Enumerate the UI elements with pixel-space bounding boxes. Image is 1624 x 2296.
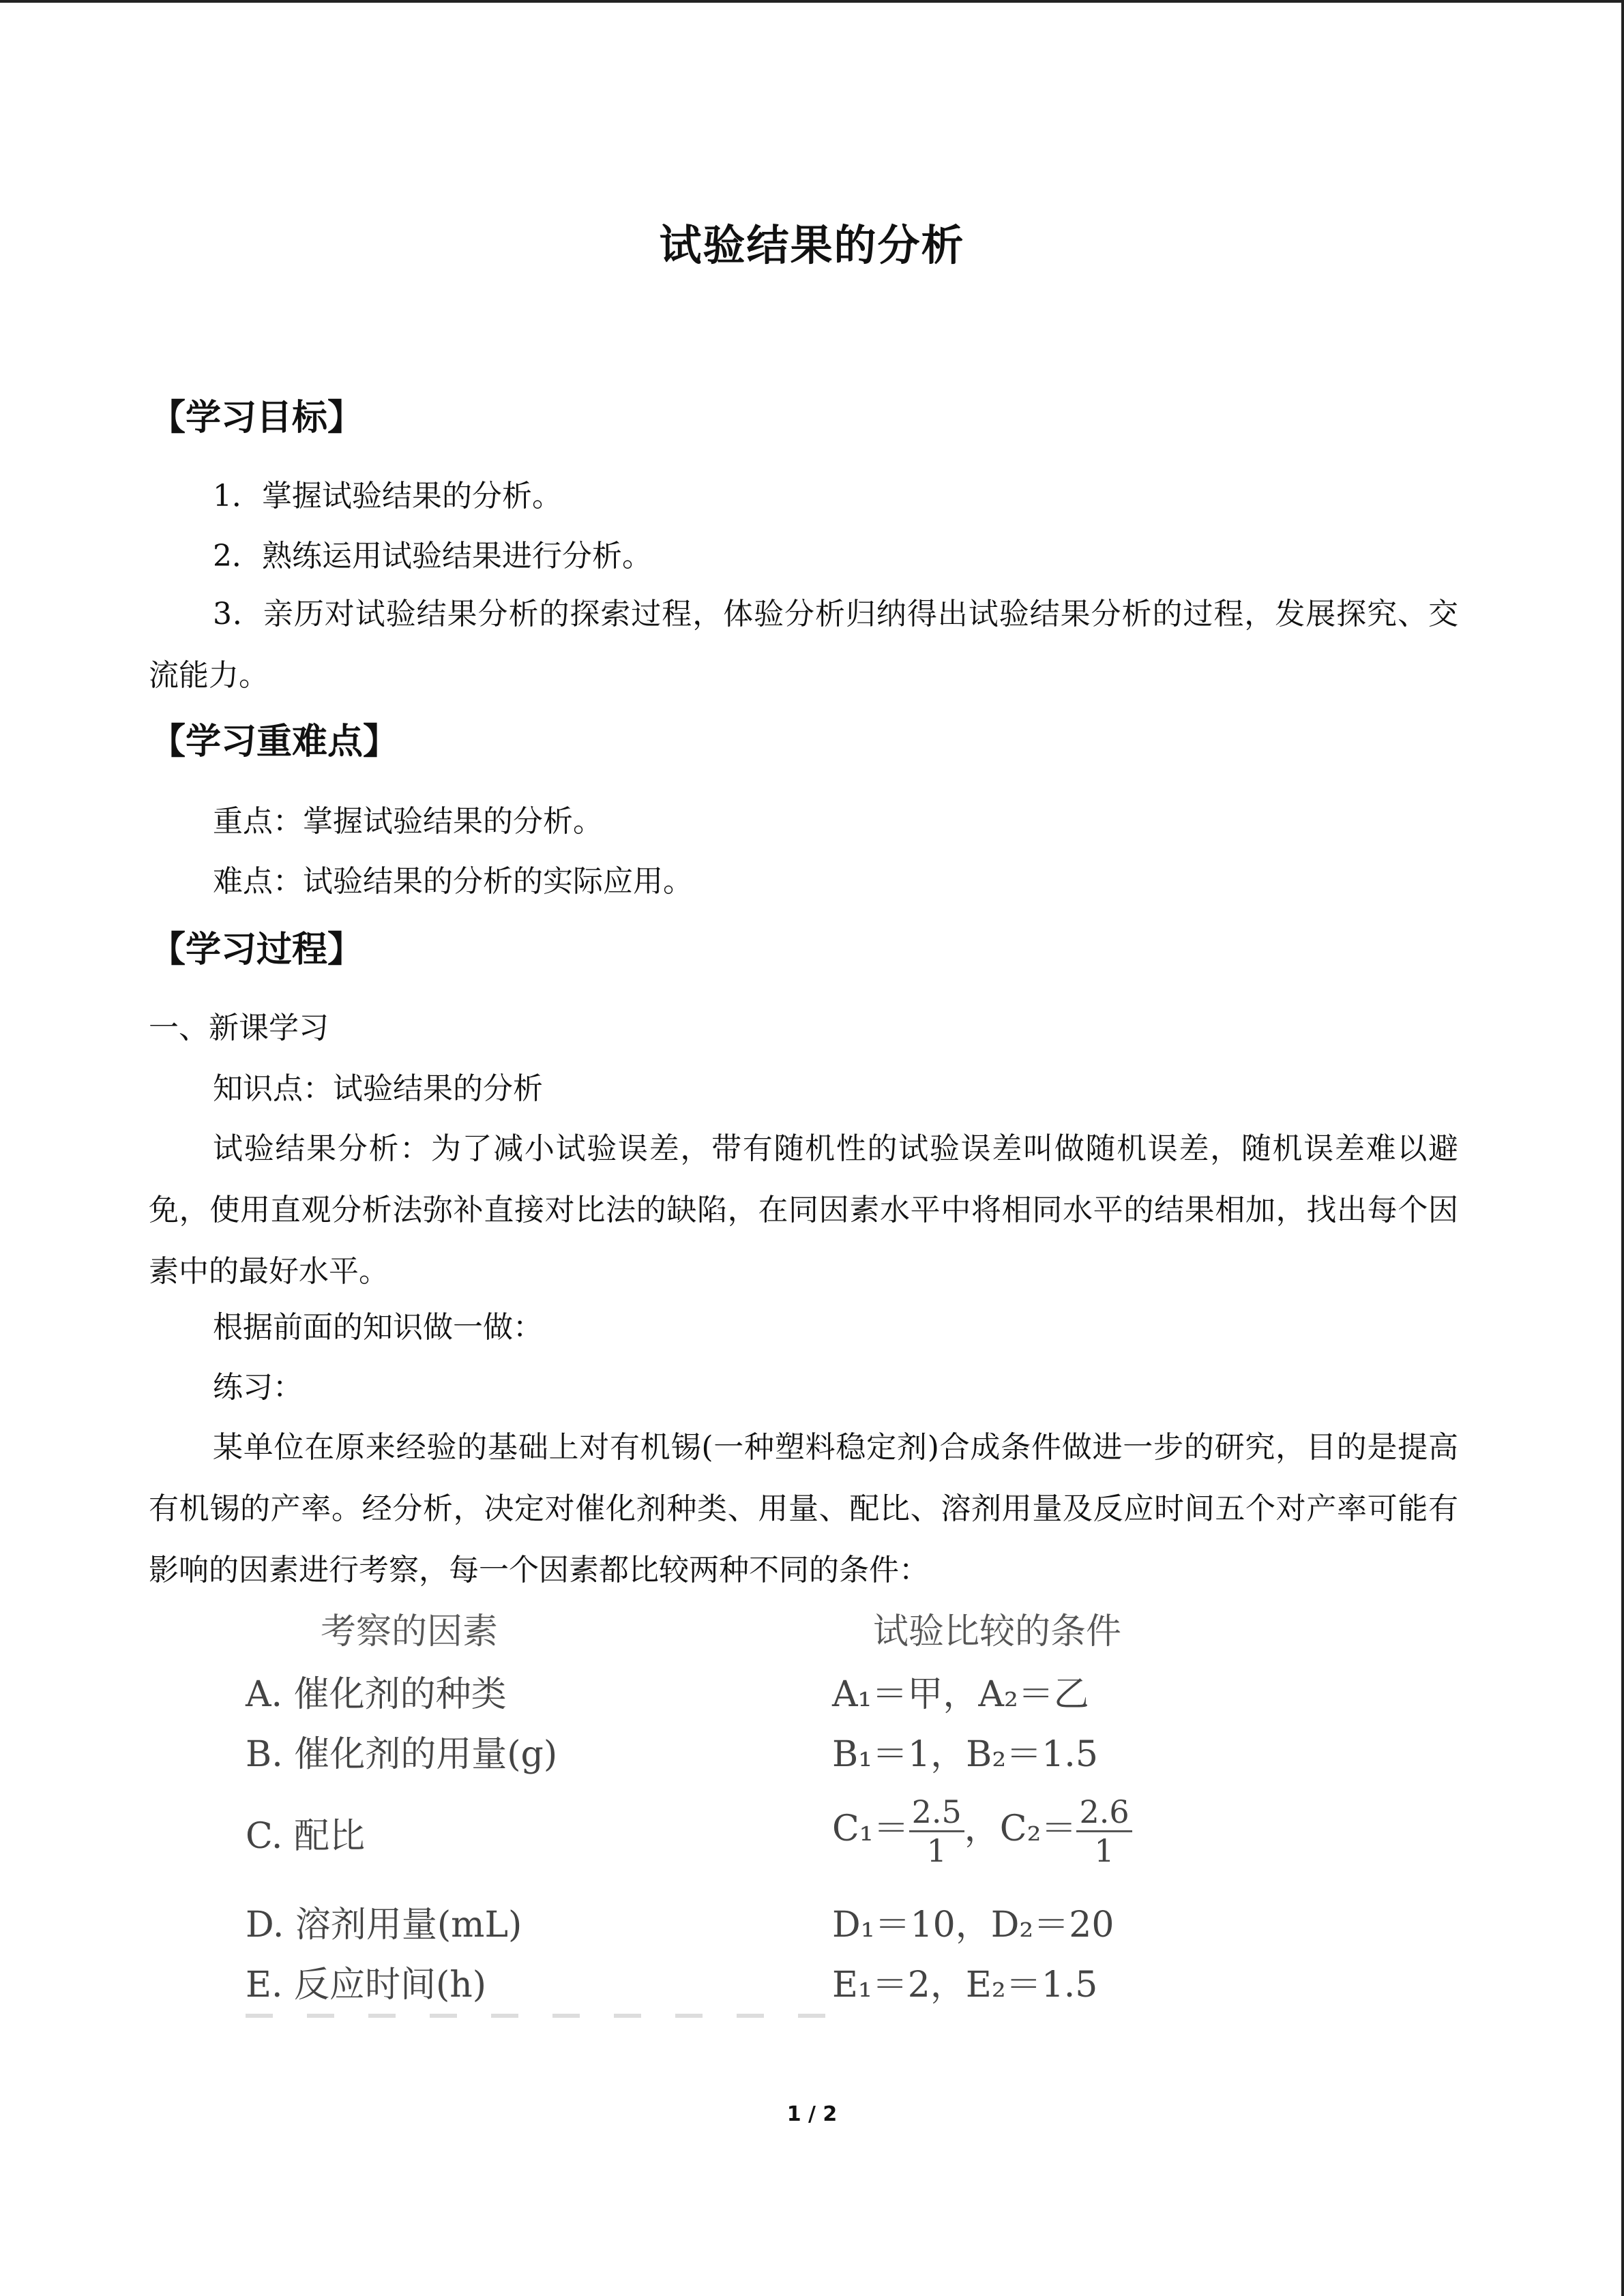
c1-numerator: 2.5 (909, 1793, 964, 1832)
problem-paragraph: 某单位在原来经验的基础上对有机锡(一种塑料稳定剂)合成条件做进一步的研究，目的是提高有机锡的产率。经分析，决定对催化剂种类、用量、配比、溶剂用量及反应时间五个对产率可能有影响的因素进行考察，每一个因素都比较两种不同的条件： (149, 1430, 1458, 1587)
condition-value: B₁＝1，B₂＝1.5 (832, 1734, 1098, 1775)
c1-denominator: 1 (926, 1832, 947, 1869)
heading-process: 【学习过程】 (150, 929, 364, 970)
condition-value: A₁＝甲，A₂＝乙 (832, 1674, 1089, 1715)
heading-goals: 【学习目标】 (150, 398, 364, 438)
goal-item-1: 1．掌握试验结果的分析。 (213, 479, 562, 513)
page-border-right (1621, 0, 1624, 2296)
key-point: 重点：掌握试验结果的分析。 (213, 804, 603, 839)
analysis-paragraph: 试验结果分析：为了减小试验误差，带有随机性的试验误差叫做随机误差，随机误差难以避免，使用直观分析法弥补直接对比法的缺陷，在同因素水平中将相同水平的结果相加，找出每个因素中的最好水平。 (149, 1131, 1458, 1289)
heading-keypoints: 【学习重难点】 (150, 721, 399, 762)
table-header-condition: 试验比较的条件 (873, 1611, 1122, 1652)
c2-denominator: 1 (1094, 1832, 1114, 1869)
factor-label: B. 催化剂的用量(g) (246, 1734, 558, 1775)
c2-fraction (1076, 1793, 1132, 1869)
exercise-label: 练习： (213, 1370, 303, 1405)
table-header-factor: 考察的因素 (321, 1611, 499, 1652)
goal-item-3: 3．亲历对试验结果分析的探索过程，体验分析归纳得出试验结果分析的过程，发展探究、交流能力。 (149, 597, 1458, 693)
practice-intro: 根据前面的知识做一做： (213, 1310, 543, 1345)
factor-label: D. 溶剂用量(mL) (246, 1905, 522, 1945)
factor-label: E. 反应时间(h) (246, 1965, 487, 2006)
difficult-point: 难点：试验结果的分析的实际应用。 (213, 864, 693, 899)
cropped-text-fragment (246, 2014, 859, 2018)
c1-label: C₁＝ (832, 1808, 909, 1849)
page-border-top (0, 0, 1624, 3)
c1-fraction (909, 1793, 964, 1869)
page-number: 1 / 2 (786, 2102, 838, 2126)
condition-value: E₁＝2，E₂＝1.5 (832, 1965, 1098, 2006)
factor-label: A. 催化剂的种类 (246, 1674, 507, 1715)
c2-numerator: 2.6 (1076, 1793, 1132, 1832)
goal-item-2: 2．熟练运用试验结果进行分析。 (213, 539, 652, 573)
condition-value: D₁＝10，D₂＝20 (832, 1905, 1114, 1945)
page-title: 试验结果的分析 (659, 220, 965, 270)
knowledge-point: 知识点：试验结果的分析 (213, 1071, 543, 1106)
c2-label: ，C₂＝ (964, 1808, 1077, 1849)
part-one-title: 一、新课学习 (149, 1011, 329, 1045)
condition-value (832, 1793, 1132, 1869)
factor-label: C. 配比 (246, 1816, 365, 1857)
